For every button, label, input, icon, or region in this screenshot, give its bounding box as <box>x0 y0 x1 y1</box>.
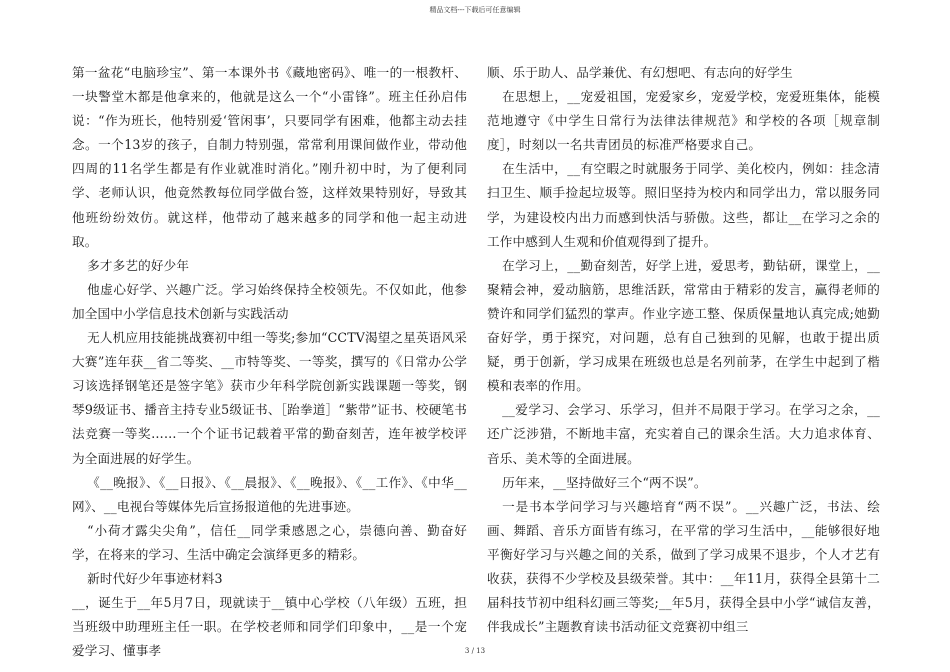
paragraph: 在生活中，__有空暇之时就服务于同学、美化校内，例如：挂念清扫卫生、顺手捡起垃圾等。照旧坚持为校内和同学出力，常以服务同学，为建设校内出力而感到快活与骄傲。这些，都让__在学习之余的工作中感到人生观和价值观得到了提升。 <box>487 161 880 249</box>
page-header: 精品文档---下载后可任意编辑 <box>429 6 521 14</box>
paragraph: 在思想上，__宠爱祖国，宠爱家乡，宠爱学校，宠爱班集体，能模范地遵守《中学生日常行为法律法律规范》和学校的各项［规章制度］，时刻以一名共青团员的标准严格要求自己。 <box>487 89 880 153</box>
paragraph: 第一盆花“电脑珍宝”、第一本课外书《藏地密码》、唯一的一根教杆、一块警堂木都是他拿来的，他就是这么一个“小雷锋”。班主任孙启伟说：“作为班长，他特别爱‘管闲事’，只要同学有困难，他都主动去挂念。一个13岁的孩子，自制力特别强，常常利用课间做作业，带动他四周的11名学生都是有作业就准时消化。”刚升初中时，为了便利同学、老师认识，他竟然教每位同学做台签，这样效果特别好，导致其他班纷纷效仿。就这样，他带动了越来越多的同学和他一起主动进取。 <box>72 65 467 249</box>
paragraph: 一是书本学问学习与兴趣培育“两不误”。__兴趣广泛，书法、绘画、舞蹈、音乐方面皆有练习，在平常的学习生活中，__能够很好地平衡好学习与兴趣之间的关系，做到了学习成果不退步，个人才艺有收获，获得不少学校及县级荣誉。其中：__年11月，获得全县第十二届科技节初中组科幻画三等奖;__年5月，获得全县中小学“诚信友善，伴我成长”主题教育读书活动征文竞赛初中组三 <box>487 498 880 635</box>
paragraph: 无人机应用技能挑战赛初中组一等奖;参加“CCTV渴望之星英语风采大赛”连年获__省二等奖、__市特等奖、一等奖，撰写的《日常办公学习该选择钢笔还是签字笔》获市少年科学院创新实践课题一等奖，钢琴9级证书、播音主持专业5级证书、［跆拳道］“紫带”证书、校硬笔书法竞赛一等奖……一个个证书记载着平常的勤奋刻苦，连年被学校评为全面进展的好学生。 <box>72 330 467 466</box>
left-column <box>72 61 467 663</box>
paragraph: __爱学习、会学习、乐学习，但并不局限于学习。在学习之余，__还广泛涉猎，不断地丰富，充实着自己的课余生活。大力追求体育、音乐、美术等的全面进展。 <box>487 402 880 466</box>
paragraph: 在学习上，__勤奋刻苦，好学上进，爱思考，勤钻研，课堂上，__聚精会神，爱动脑筋，思维活跃，常常由于精彩的发言，赢得老师的赞许和同学们猛烈的掌声。作业字迹工整、保质保量地认真完成;她勤奋好学，勇于探究，对问题，总有自己独到的见解，也敢于提出质疑，勇于创新，学习成果在班级也总是名列前茅，在学生中起到了楷模和表率的作用。 <box>487 257 880 394</box>
paragraph: “小荷才露尖尖角”，信任__同学秉感恩之心，崇德向善、勤奋好学，在将来的学习、生活中确定会演绎更多的精彩。 <box>72 522 467 562</box>
paragraph: 顺、乐于助人、品学兼优、有幻想吧、有志向的好学生 <box>487 65 793 80</box>
paragraph: __，诞生于__年5月7日，现就读于__镇中心学校（八年级）五班，担当班级中助理班主任一职。在学校老师和同学们印象中，__是一个宠爱学习、懂事孝 <box>72 595 467 659</box>
paragraph: 他虚心好学、兴趣广泛。学习始终保持全校领先。不仅如此，他参加全国中小学信息技术创新与实践活动 <box>72 281 467 321</box>
section-heading: 多才多艺的好少年 <box>87 257 190 273</box>
page-number: 3 / 13 <box>464 647 486 655</box>
paragraph: 《__晚报》、《__日报》、《__晨报》、《__晚报》、《__工作》、《中华__网》、__电视台等媒体先后宣扬报道他的先进事迹。 <box>72 474 467 514</box>
paragraph: 历年来，__坚持做好三个“两不误”。 <box>502 474 707 490</box>
right-column <box>487 61 880 639</box>
section-heading: 新时代好少年事迹材料3 <box>87 570 223 586</box>
